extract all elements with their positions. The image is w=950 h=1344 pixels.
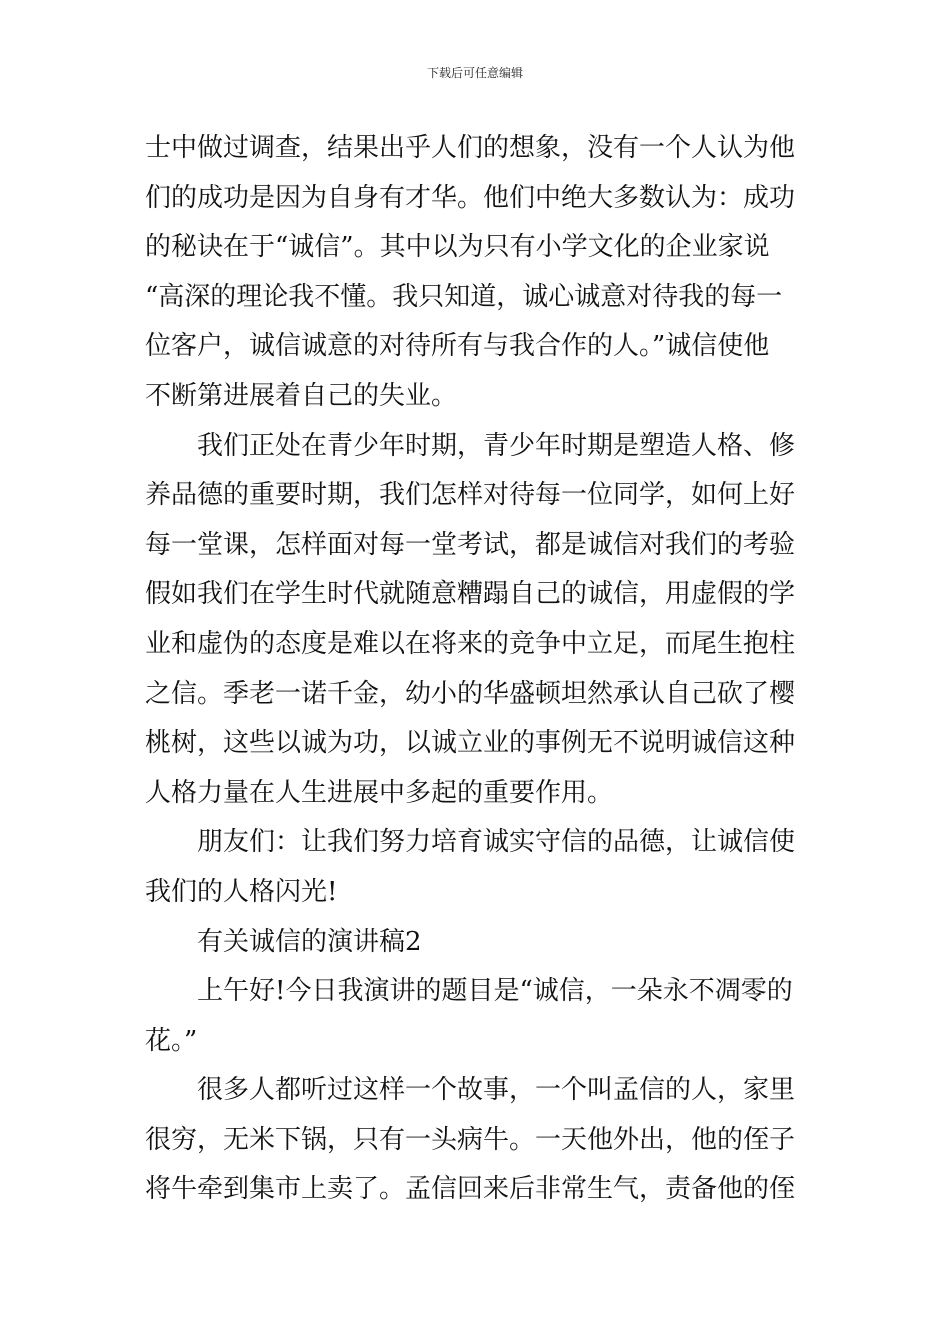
text-line: 养品德的重要时期，我们怎样对待每一位同学，如何上好 bbox=[145, 480, 796, 511]
text-line: 每一堂课，怎样面对每一堂考试，都是诚信对我们的考验 bbox=[145, 529, 796, 560]
text-line: “高深的理论我不懂。我只知道，诚心诚意对待我的每一 bbox=[145, 281, 783, 312]
text-line: 位客户，诚信诚意的对待所有与我合作的人。”诚信使他 bbox=[145, 331, 770, 362]
text-line: 花。” bbox=[145, 1025, 198, 1056]
text-line: 的秘诀在于“诚信”。其中以为只有小学文化的企业家说 bbox=[145, 232, 770, 263]
page-header: 下载后可任意编辑 bbox=[426, 66, 523, 80]
document-body bbox=[145, 124, 805, 1215]
text-line: 将牛牵到集市上卖了。孟信回来后非常生气，责备他的侄 bbox=[145, 1174, 796, 1205]
text-line: 有关诚信的演讲稿2 bbox=[197, 926, 422, 957]
text-line: 士中做过调查，结果出乎人们的想象，没有一个人认为他 bbox=[145, 133, 796, 163]
text-line: 上午好!今日我演讲的题目是“诚信，一朵永不凋零的 bbox=[197, 976, 793, 1007]
text-line: 我们正处在青少年时期，青少年时期是塑造人格、修 bbox=[197, 430, 796, 461]
text-line: 桃树，这些以诚为功，以诚立业的事例无不说明诚信这种 bbox=[145, 728, 796, 759]
text-line: 之信。季老一诺千金，幼小的华盛顿坦然承认自己砍了樱 bbox=[145, 678, 796, 709]
text-line: 朋友们：让我们努力培育诚实守信的品德，让诚信使 bbox=[197, 827, 796, 858]
text-line: 很多人都听过这样一个故事，一个叫孟信的人，家里 bbox=[197, 1075, 796, 1106]
text-line: 很穷，无米下锅，只有一头病牛。一天他外出，他的侄子 bbox=[145, 1124, 796, 1155]
text-line: 人格力量在人生进展中多起的重要作用。 bbox=[145, 777, 614, 808]
text-line: 业和虚伪的态度是难以在将来的竞争中立足，而尾生抱柱 bbox=[145, 628, 796, 659]
text-line: 假如我们在学生时代就随意糟蹋自己的诚信，用虚假的学 bbox=[145, 579, 796, 610]
text-line: 不断第进展着自己的失业。 bbox=[145, 380, 458, 411]
text-line: 我们的人格闪光! bbox=[145, 876, 338, 907]
text-line: 们的成功是因为自身有才华。他们中绝大多数认为：成功 bbox=[145, 182, 796, 213]
